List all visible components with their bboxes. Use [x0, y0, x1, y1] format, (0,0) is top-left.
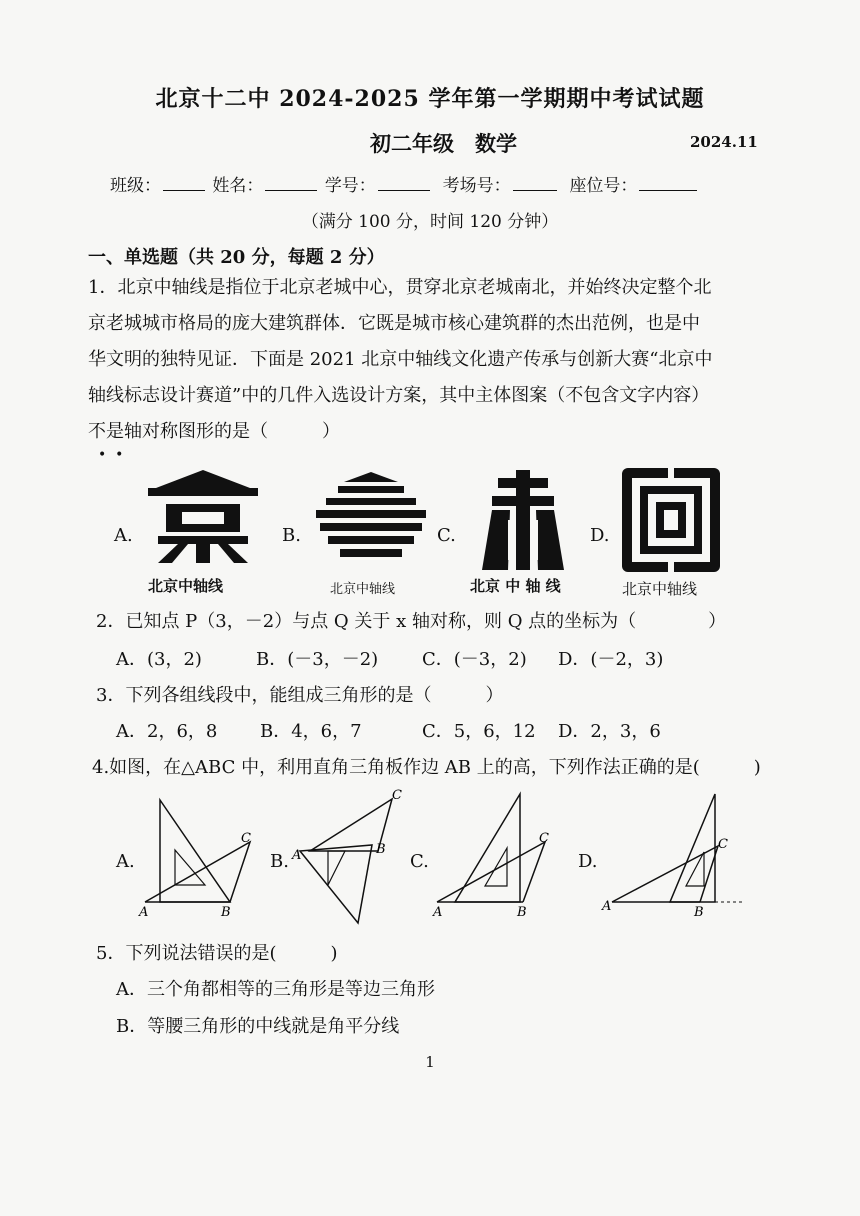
q1-option-d-label: D.	[590, 525, 610, 546]
class-label: 班级：	[110, 176, 161, 196]
logo-d-image	[622, 468, 720, 572]
q4-figure-d	[600, 790, 750, 925]
q4-option-a-label: A.	[116, 851, 135, 872]
svg-text:B: B	[376, 842, 386, 857]
exam-date: 2024.11	[690, 133, 758, 151]
logo-d-caption: 北京中轴线	[622, 580, 698, 598]
q1-option-b-label: B.	[282, 525, 301, 546]
q1-option-c-label: C.	[437, 525, 456, 546]
q1-line: 1．北京中轴线是指位于北京老城中心，贯穿北京老城南北，并始终决定整个北	[88, 277, 712, 298]
question-4-stem: 4.如图，在△ABC 中，利用直角三角板作边 AB 上的高，下列作法正确的是( )	[92, 757, 761, 778]
logo-a-caption: 北京中轴线	[148, 577, 224, 595]
q3-option-c: C．5，6，12	[422, 721, 536, 742]
svg-text:C: C	[392, 788, 402, 803]
q4-figure-b	[290, 785, 415, 930]
label-point: A	[139, 905, 149, 920]
q1-line: 华文明的独特见证．下面是 2021 北京中轴线文化遗产传承与创新大赛“北京中	[88, 349, 713, 370]
name-label: 姓名：	[212, 176, 264, 196]
svg-text:A: A	[602, 899, 612, 914]
q5-option-a: A．三个角都相等的三角形是等边三角形	[116, 979, 435, 1000]
page-number: 1	[425, 1053, 435, 1071]
exam-room-blank[interactable]	[513, 176, 557, 191]
student-id-blank[interactable]	[378, 176, 430, 191]
svg-text:C: C	[718, 837, 728, 852]
question-5-stem: 5．下列说法错误的是( )	[96, 943, 338, 964]
section-heading: 一、单选题（共 20 分，每题 2 分）	[88, 247, 385, 268]
logo-b-image	[316, 472, 426, 562]
q4-figure-a	[135, 790, 265, 925]
logo-b-caption: 北京中轴线	[330, 582, 396, 597]
q5-option-b: B．等腰三角形的中线就是角平分线	[116, 1016, 400, 1037]
grade-subject: 初二年级 数学	[370, 131, 517, 156]
question-1	[88, 270, 748, 450]
q1-line: 京老城城市格局的庞大建筑群体．它既是城市核心建筑群的杰出范例，也是中	[88, 313, 700, 334]
q2-option-b: B．(－3，－2)	[256, 649, 379, 670]
q2-option-c: C．(－3，2)	[422, 649, 527, 670]
seat-blank[interactable]	[639, 176, 697, 191]
logo-a-image	[148, 468, 258, 563]
student-info-row	[110, 171, 699, 196]
name-blank[interactable]	[265, 176, 317, 191]
q4-figure-c	[425, 790, 560, 925]
label-point: B	[221, 905, 231, 920]
q4-option-d-label: D.	[578, 851, 598, 872]
svg-text:C: C	[539, 831, 549, 846]
q1-line: 轴线标志设计赛道”中的几件入选设计方案，其中主体图案（不包含文字内容）	[88, 385, 710, 406]
q3-option-b: B．4，6，7	[260, 721, 362, 742]
question-3-stem: 3．下列各组线段中，能组成三角形的是（ ）	[96, 685, 504, 706]
logo-c-caption: 北京 中 轴 线	[470, 577, 561, 595]
q3-option-d: D．2，3，6	[558, 721, 661, 742]
class-blank[interactable]	[163, 176, 205, 191]
seat-label: 座位号：	[569, 176, 638, 196]
svg-text:B: B	[694, 905, 704, 920]
label-point: C	[241, 831, 251, 846]
svg-text:B: B	[517, 905, 527, 920]
q4-option-b-label: B.	[270, 851, 289, 872]
q2-option-a: A．(3，2)	[116, 649, 202, 670]
q2-option-d: D．(－2，3)	[558, 649, 664, 670]
emphasis-dots: • •	[98, 447, 124, 463]
exam-room-label: 考场号：	[442, 176, 511, 196]
q1-option-a-label: A.	[114, 525, 133, 546]
q3-option-a: A．2，6，8	[116, 721, 218, 742]
score-time-note: （满分 100 分，时间 120 分钟）	[301, 212, 559, 232]
q1-line: 不是轴对称图形的是（ ）	[88, 421, 340, 442]
svg-text:A: A	[292, 848, 302, 863]
student-id-label: 学号：	[324, 176, 376, 196]
q4-option-c-label: C.	[410, 851, 429, 872]
svg-text:A: A	[433, 905, 443, 920]
exam-title: 北京十二中 2024-2025 学年第一学期期中考试试题	[155, 86, 705, 112]
logo-c-image	[478, 470, 568, 570]
question-2-stem: 2．已知点 P（3，－2）与点 Q 关于 x 轴对称，则 Q 点的坐标为（ ）	[96, 611, 727, 632]
